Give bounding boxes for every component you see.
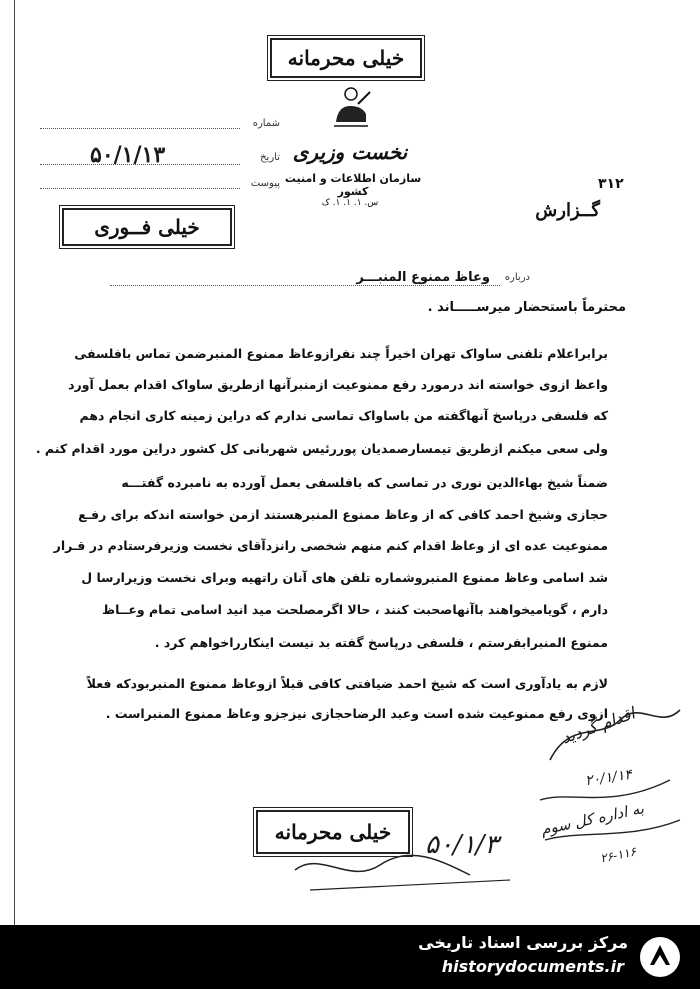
body-line-2: واعظ ازوی خواسته اند درمورد رفع ممنوعیت ازمنبرآنها ازطریق ساواک اقدام بعمل آورد xyxy=(68,377,608,392)
body-line-9: دارم ، گویامیخواهند باآنهاصحبت کنند ، حالا اگرمصلحت مید انید اسامی تمام وعــاظ xyxy=(102,602,608,617)
footer-site-name: مرکز بررسی اسناد تاریخی xyxy=(418,933,628,952)
handwritten-note-4: ۲۶-۱۱۶ xyxy=(598,844,638,866)
urgent-stamp-text: خیلی فــوری xyxy=(94,215,200,239)
bottom-stamp-text: خیلی محرمانه xyxy=(274,820,392,844)
body-line-1: برابراعلام تلفنی ساواک تهران اخیراً چند نفرازوعاظ ممنوع المنبرضمن تماس بافلسفی xyxy=(74,346,608,361)
subject-row xyxy=(110,268,530,290)
body-line-5: ضمناً شیخ بهاءالدین نوری در تماسی که بافلسفی بعمل آورده به نامبرده گفتـــه xyxy=(121,475,608,490)
report-label: گــزارش xyxy=(535,200,600,221)
body-line-8: شد اسامی وعاظ ممنوع المنبروشماره تلفن های آنان راتهیه وبرای نخست وزیرارسا ل xyxy=(81,570,608,585)
footer-banner xyxy=(0,925,700,989)
handwriting-scribbles xyxy=(530,700,690,880)
body-line-7: ممنوعیت عده ای از وعاظ اقدام کنم منهم شخصی رانزدآقای نخست وزیرفرستادم در قـرار xyxy=(53,538,608,553)
lion-and-sun-emblem xyxy=(328,84,374,130)
field-attachment-row xyxy=(40,178,280,192)
field-date-row xyxy=(40,142,280,170)
body-line-11: لازم به یادآوری است که شیخ احمد ضیافتی کافی قبلاً ازوعاظ ممنوع المنبربودکه فعلاً xyxy=(86,676,608,691)
subject-value: وعاظ ممنوع المنبـــر xyxy=(356,270,490,285)
handwritten-note-1: اقدام گردید xyxy=(559,703,638,748)
handwritten-note-3: به اداره کل سوم xyxy=(539,799,646,839)
body-line-12: ازوی رفع ممنوعیت شده است وعبد الرضاحجازی نیزجزو وعاظ ممنوع المنبراست . xyxy=(105,706,608,721)
field-attachment-label: پیوست xyxy=(250,178,280,189)
salutation: محترماً باستحضار میرســـــاند . xyxy=(427,300,626,315)
handwritten-note-2: ۲۰/۱/۱۴ xyxy=(584,766,633,790)
subject-label: درباره xyxy=(504,272,530,283)
org-code: س. ۱. ۱. ۱. ک xyxy=(321,198,379,208)
doc-number: ۳۱۲ xyxy=(598,176,624,192)
body-line-4: ولی سعی میکنم ازطریق تیمسارصمدیان پوررئیس شهربانی کل کشور دراین مورد اقدام کنم . xyxy=(35,441,608,456)
bottom-signature: ۵۰/۱/۳ xyxy=(425,830,499,860)
org-main-title: نخست وزیری xyxy=(292,140,408,164)
field-number-row xyxy=(40,118,280,132)
org-subtitle: سازمان اطلاعات و امنیت کشور xyxy=(284,172,422,198)
bottom-signature-scribble xyxy=(290,840,530,900)
field-number-line xyxy=(40,128,240,129)
field-attachment-line xyxy=(40,188,240,189)
subject-line xyxy=(110,285,500,286)
body-line-10: ممنوع المنبرابفرستم ، فلسفی درپاسخ گفته بد نیست اینکارراخواهم کرد . xyxy=(154,635,608,650)
urgent-stamp xyxy=(62,208,232,246)
field-date-label: تاریخ xyxy=(260,152,280,163)
left-edge-line xyxy=(14,0,15,925)
top-confidential-stamp xyxy=(270,38,422,78)
body-line-6: حجازی وشیخ احمد کافی که از وعاظ ممنوع المنبرهستند ازمن خواسته اندکه برای رفـع xyxy=(78,507,608,522)
footer-site-url[interactable]: historydocuments.ir xyxy=(441,957,624,976)
lion-sun-icon xyxy=(328,84,374,130)
footer-logo-icon xyxy=(638,935,682,979)
date-value: ۵۰/۱/۱۳ xyxy=(90,142,166,168)
field-number-label: شماره xyxy=(252,118,280,129)
top-stamp-text: خیلی محرمانه xyxy=(287,46,405,70)
body-line-3: که فلسفی درپاسخ آنهاگفته من باساواک تماسی ندارم که دراین زمینه کاری انجام دهم xyxy=(79,408,608,423)
